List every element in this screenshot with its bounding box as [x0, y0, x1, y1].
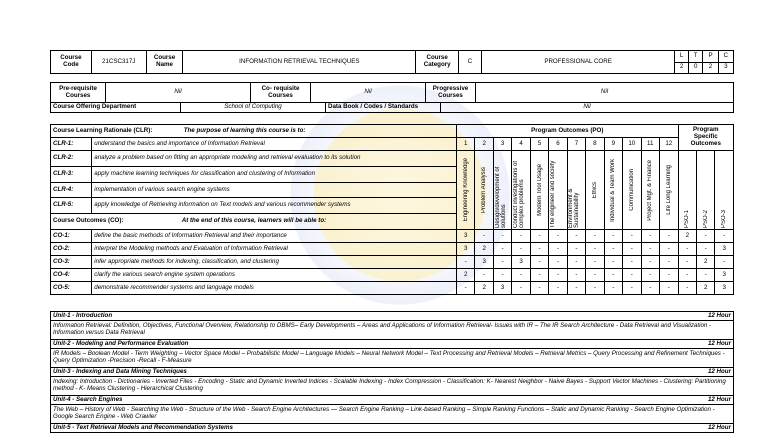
clr-id-4: CLR-4:	[51, 182, 92, 198]
co3-po6: -	[549, 256, 567, 269]
po-number-1: 1	[456, 138, 474, 151]
co-row-3	[51, 256, 734, 269]
po-label-cell-3	[493, 151, 511, 230]
po-label-cell-2	[475, 151, 493, 230]
po-label-cell-1	[456, 151, 474, 230]
po-number-9: 9	[604, 138, 622, 151]
co-text-4: clarify the various search engine system operations	[92, 269, 457, 282]
co4-pso1: -	[678, 269, 696, 282]
clr-text-1: understand the basics and importance of Information Retrieval	[92, 138, 457, 151]
co2-po8: -	[586, 243, 604, 256]
unit-4-body: The Web – History of Web - Searching the Web - Structure of the Web - Search Engine Architectures — Search Engine Ranking – Link-based Ranking – Simple Ranking Functions – Static and Dynamic Ranking - Search Engine Optimization - Google Search Engine - Web Crawler	[51, 405, 734, 424]
po-label-cell-8	[586, 151, 604, 230]
po-label-7: Environment & Sustainability	[568, 188, 581, 228]
co2-po12: -	[659, 243, 678, 256]
course-code-label: Course Code	[51, 51, 92, 74]
po-label-10: Communication	[628, 169, 635, 211]
course-category-label: Course Category	[416, 51, 459, 74]
co-id-2: CO-2:	[51, 243, 92, 256]
databook-label: Data Book / Codes / Standards	[326, 103, 441, 113]
po-label-cell-10	[623, 151, 641, 230]
co2-po1: 3	[456, 243, 474, 256]
po-number-4: 4	[512, 138, 530, 151]
co3-po1: -	[456, 256, 474, 269]
course-name: INFORMATION RETRIEVAL TECHNIQUES	[183, 51, 416, 74]
unit-3-title: Unit-3 - Indexing and Data Mining Techniques	[51, 368, 670, 377]
co2-pso3: 3	[715, 243, 734, 256]
pso-label-cell-2	[697, 151, 715, 230]
co1-po8: -	[586, 230, 604, 243]
co5-po8: -	[586, 282, 604, 295]
co5-pso3: 3	[715, 282, 734, 295]
clr-title: Course Learning Rationale (CLR):	[51, 125, 92, 138]
co1-pso1: 2	[678, 230, 696, 243]
co3-po8: -	[586, 256, 604, 269]
co4-po4: -	[512, 269, 530, 282]
po-title: Program Outcomes (PO)	[456, 125, 678, 138]
co3-po2: 3	[475, 256, 493, 269]
ltpc-label-t: T	[688, 51, 703, 62]
pso-title: Program Specific Outcomes	[678, 125, 733, 151]
unit-2-hours: 12 Hour	[669, 340, 734, 349]
clr-text-4: implementation of various search engine systems	[92, 182, 457, 198]
ltpc-label-c: C	[718, 51, 733, 62]
po-label-9: Individual & Team Work	[610, 158, 617, 222]
category-name: PROFESSIONAL CORE	[481, 51, 674, 74]
clr-text-2: analyze a problem based on fitting an appropriate modeling and retrieval evaluation to its solution	[92, 151, 457, 167]
coreq-label: Co- requisite Courses	[251, 83, 311, 103]
co1-po6: -	[549, 230, 567, 243]
co-id-5: CO-5:	[51, 282, 92, 295]
po-number-7: 7	[567, 138, 585, 151]
po-label-cell-7	[567, 151, 585, 230]
clr-purpose: The purpose of learning this course is to:	[92, 125, 457, 138]
co5-pso1: -	[678, 282, 696, 295]
co-id-3: CO-3:	[51, 256, 92, 269]
unit-4-title: Unit-4 - Search Engines	[51, 396, 670, 405]
co-row-1	[51, 230, 734, 243]
co5-po9: -	[604, 282, 622, 295]
co-id-4: CO-4:	[51, 269, 92, 282]
department-table	[50, 102, 734, 113]
ltpc-label-p: P	[703, 51, 718, 62]
co4-po1: 2	[456, 269, 474, 282]
co2-po11: -	[641, 243, 659, 256]
co2-pso1: -	[678, 243, 696, 256]
unit-1-hours: 12 Hour	[669, 312, 734, 321]
co4-pso3: 3	[715, 269, 734, 282]
pso-label-cell-3	[715, 151, 734, 230]
co5-po3: 3	[493, 282, 511, 295]
co3-pso3: -	[715, 256, 734, 269]
course-name-label: Course Name	[146, 51, 183, 74]
co5-po10: -	[623, 282, 641, 295]
po-label-cell-5	[530, 151, 548, 230]
ltpc-value-l: 2	[675, 62, 688, 73]
co2-pso2: -	[697, 243, 715, 256]
po-label-5: Modern Tool Usage	[536, 164, 543, 216]
unit-4-hours: 12 Hour	[669, 396, 734, 405]
co1-po12: -	[659, 230, 678, 243]
co3-po9: -	[604, 256, 622, 269]
ltpc-value-c: 3	[718, 62, 733, 73]
ltpc-value-t: 0	[688, 62, 703, 73]
po-number-12: 12	[659, 138, 678, 151]
co3-po11: -	[641, 256, 659, 269]
co4-po12: -	[659, 269, 678, 282]
unit-1-title: Unit-1 - Introduction	[51, 312, 670, 321]
clr-text-5: apply knowledge of Retrieving information on Text models and various recommender systems	[92, 198, 457, 214]
unit-2-body: IR Models – Boolean Model - Term Weighting – Vector Space Model – Probabilistic Model – Language Models – Neural Network Model – Text Processing and Retrieval Models – Retrieval Metrics – Query Processing and Refinement Techniques - Query Optimization -Precision -Recall - F-Measure	[51, 349, 734, 368]
co3-po7: -	[567, 256, 585, 269]
po-label-cell-9	[604, 151, 622, 230]
co-id-1: CO-1:	[51, 230, 92, 243]
co2-po7: -	[567, 243, 585, 256]
pso-label-3: PSO-3	[721, 209, 728, 228]
co2-po6: -	[549, 243, 567, 256]
co-row-2	[51, 243, 734, 256]
co1-po7: -	[567, 230, 585, 243]
unit-5-title: Unit-5 - Text Retrieval Models and Recommendation Systems	[51, 424, 670, 433]
pso-label-1: PSO-1	[684, 209, 691, 228]
co5-po1: -	[456, 282, 474, 295]
co4-po3: -	[493, 269, 511, 282]
prereq-value: Nil	[106, 83, 251, 103]
po-number-8: 8	[586, 138, 604, 151]
co-row-4	[51, 269, 734, 282]
co-text-1: define the basic methods of Information Retrieval and their importance	[92, 230, 457, 243]
po-label-3: Design/development of solutions	[494, 166, 507, 228]
co3-po4: 3	[512, 256, 530, 269]
co5-po12: -	[659, 282, 678, 295]
co5-po4: -	[512, 282, 530, 295]
co-title: Course Outcomes (CO):	[51, 214, 92, 230]
databook-value: Nil	[441, 103, 734, 113]
po-label-1: Engineering Knowledge	[462, 158, 469, 222]
po-label-2: Problem Analysis	[481, 166, 488, 214]
co5-po5: -	[530, 282, 548, 295]
po-label-6: The engineer and society	[549, 160, 556, 228]
co3-po5: -	[530, 256, 548, 269]
progressive-label: Progressive Courses	[426, 83, 476, 103]
po-number-5: 5	[530, 138, 548, 151]
co1-po5: -	[530, 230, 548, 243]
co4-po9: -	[604, 269, 622, 282]
co2-po9: -	[604, 243, 622, 256]
po-label-8: Ethics	[591, 181, 598, 199]
co2-po5: -	[530, 243, 548, 256]
po-label-cell-6	[549, 151, 567, 230]
co1-po2: -	[475, 230, 493, 243]
ltpc-cell	[675, 51, 734, 74]
course-header-table	[50, 50, 734, 74]
co1-po3: -	[493, 230, 511, 243]
progressive-value: Nil	[476, 83, 734, 103]
co5-po6: -	[549, 282, 567, 295]
po-number-3: 3	[493, 138, 511, 151]
co1-po9: -	[604, 230, 622, 243]
unit-3-hours: 12 Hour	[669, 368, 734, 377]
co4-po10: -	[623, 269, 641, 282]
co-row-5	[51, 282, 734, 295]
po-number-6: 6	[549, 138, 567, 151]
po-number-11: 11	[641, 138, 659, 151]
co2-po2: 2	[475, 243, 493, 256]
co3-pso1: -	[678, 256, 696, 269]
clr-text-3: apply machine learning techniques for classification and clustering of Information	[92, 166, 457, 182]
co2-po3: -	[493, 243, 511, 256]
units-table	[50, 311, 734, 433]
co4-po5: -	[530, 269, 548, 282]
unit-1-body: Information Retrieval: Definition, Objectives, Functional Overview, Relationship to DBMS– Early Developments – Areas and Applications of Information Retrieval- Issues with IR – The IR Search Architecture - Data Retrieval and Visualization -Information versus Data Retrieval	[51, 321, 734, 340]
unit-3-body: Indexing: Introduction - Dictionaries - Inverted Files - Encoding - Static and Dynamic Inverted Indices - Scalable Indexing - Index Compression - Classification: K- Nearest Neighbor - Naive Bayes - Support Vector Machines - Clustering: Partitioning method - K- Means Clustering - Hierarchical Clustering	[51, 377, 734, 396]
ltpc-label-l: L	[675, 51, 688, 62]
clr-id-3: CLR-3:	[51, 166, 92, 182]
co4-po11: -	[641, 269, 659, 282]
co3-po10: -	[623, 256, 641, 269]
coreq-value: Nil	[311, 83, 426, 103]
po-number-2: 2	[475, 138, 493, 151]
co1-po4: -	[512, 230, 530, 243]
co2-po4: -	[512, 243, 530, 256]
po-label-12: Life Long Learning	[665, 165, 672, 215]
pso-label-cell-1	[678, 151, 696, 230]
co1-pso2: -	[697, 230, 715, 243]
po-label-4: Conduct investigations of complex problems	[513, 160, 526, 228]
department-label: Course Offering Department	[51, 103, 181, 113]
pso-label-2: PSO-2	[702, 209, 709, 228]
co1-po1: 3	[456, 230, 474, 243]
prerequisite-table	[50, 82, 734, 103]
co-able: At the end of this course, learners will be able to:	[92, 214, 457, 230]
co5-po7: -	[567, 282, 585, 295]
co5-po2: 2	[475, 282, 493, 295]
department-value: School of Computing	[181, 103, 326, 113]
co-text-5: demonstrate recommender systems and language models	[92, 282, 457, 295]
co1-po10: -	[623, 230, 641, 243]
prereq-label: Pre-requisite Courses	[51, 83, 106, 103]
co4-po8: -	[586, 269, 604, 282]
po-number-10: 10	[623, 138, 641, 151]
co4-po2: -	[475, 269, 493, 282]
course-category: C	[459, 51, 482, 74]
co3-po12: -	[659, 256, 678, 269]
po-label-cell-12	[659, 151, 678, 230]
clr-id-5: CLR-5:	[51, 198, 92, 214]
co3-pso2: 2	[697, 256, 715, 269]
co-text-3: infer appropriate methods for indexing, classification, and clustering	[92, 256, 457, 269]
unit-2-title: Unit-2 - Modeling and Performance Evaluation	[51, 340, 670, 349]
po-label-cell-11	[641, 151, 659, 230]
clr-po-table	[50, 124, 734, 295]
co2-po10: -	[623, 243, 641, 256]
co4-po6: -	[549, 269, 567, 282]
clr-id-1: CLR-1:	[51, 138, 92, 151]
co1-pso3: -	[715, 230, 734, 243]
co4-pso2: -	[697, 269, 715, 282]
po-label-cell-4	[512, 151, 530, 230]
course-code: 21CSC317J	[91, 51, 146, 74]
co5-pso2: 2	[697, 282, 715, 295]
co4-po7: -	[567, 269, 585, 282]
co-text-2: interpret the Modeling methods and Evaluation of Information Retrieval	[92, 243, 457, 256]
co3-po3: -	[493, 256, 511, 269]
po-label-11: Project Mgt. & Finance	[647, 159, 654, 221]
clr-id-2: CLR-2:	[51, 151, 92, 167]
ltpc-value-p: 2	[703, 62, 718, 73]
co5-po11: -	[641, 282, 659, 295]
unit-5-hours: 12 Hour	[669, 424, 734, 433]
co1-po11: -	[641, 230, 659, 243]
